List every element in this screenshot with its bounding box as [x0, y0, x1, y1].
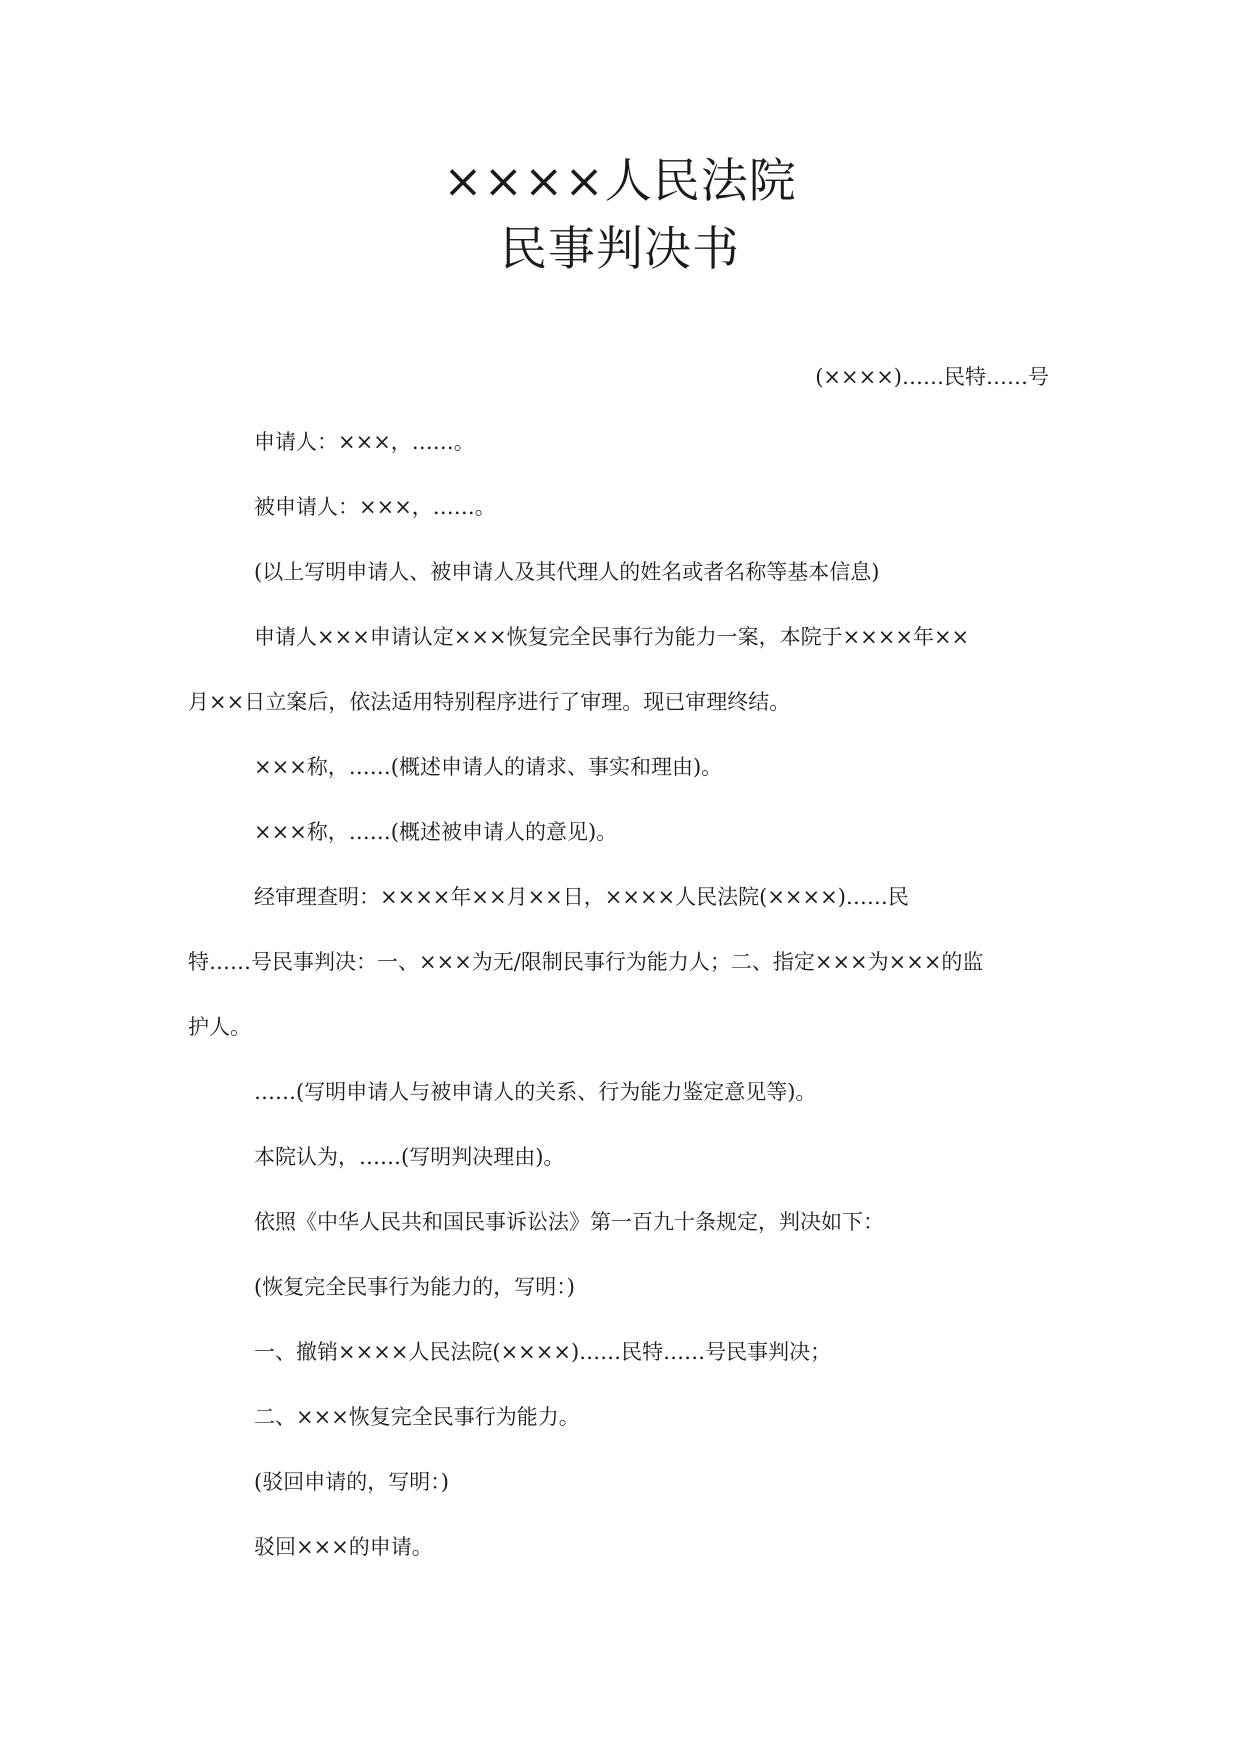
facts-line-1: 经审理查明：××××年××月××日，××××人民法院(××××)……民: [254, 885, 909, 909]
applicant-line: 申请人：×××，……。: [254, 430, 475, 454]
restore-capacity-note: (恢复完全民事行为能力的，写明：): [254, 1275, 575, 1299]
case-number: (××××)……民特……号: [815, 365, 1049, 389]
reject-application-note: (驳回申请的，写明：): [254, 1470, 449, 1494]
facts-line-2: 特……号民事判决：一、×××为无/限制民事行为能力人；二、指定×××为×××的监: [188, 950, 984, 974]
case-intro-line-2: 月××日立案后，依法适用特别程序进行了审理。现已审理终结。: [188, 690, 791, 714]
facts-line-3: 护人。: [188, 1015, 251, 1039]
party-info-note: (以上写明申请人、被申请人及其代理人的姓名或者名称等基本信息): [254, 560, 880, 584]
court-reasoning-line: 本院认为，……(写明判决理由)。: [254, 1145, 565, 1169]
legal-basis-line: 依照《中华人民共和国民事诉讼法》第一百九十条规定，判决如下：: [254, 1210, 884, 1234]
judgment-item-2: 二、×××恢复完全民事行为能力。: [254, 1405, 580, 1429]
respondent-line: 被申请人：×××，……。: [254, 495, 496, 519]
court-name-title: ××××人民法院: [443, 154, 797, 209]
judgment-item-1: 一、撤销××××人民法院(××××)……民特……号民事判决；: [254, 1340, 832, 1364]
document-type-title: 民事判决书: [500, 222, 740, 277]
applicant-claim-line: ×××称，……(概述申请人的请求、事实和理由)。: [254, 755, 723, 779]
reject-application-line: 驳回×××的申请。: [254, 1535, 433, 1559]
relationship-note-line: ……(写明申请人与被申请人的关系、行为能力鉴定意见等)。: [254, 1080, 817, 1104]
case-intro-line-1: 申请人×××申请认定×××恢复完全民事行为能力一案，本院于××××年××: [254, 625, 970, 649]
respondent-opinion-line: ×××称，……(概述被申请人的意见)。: [254, 820, 618, 844]
